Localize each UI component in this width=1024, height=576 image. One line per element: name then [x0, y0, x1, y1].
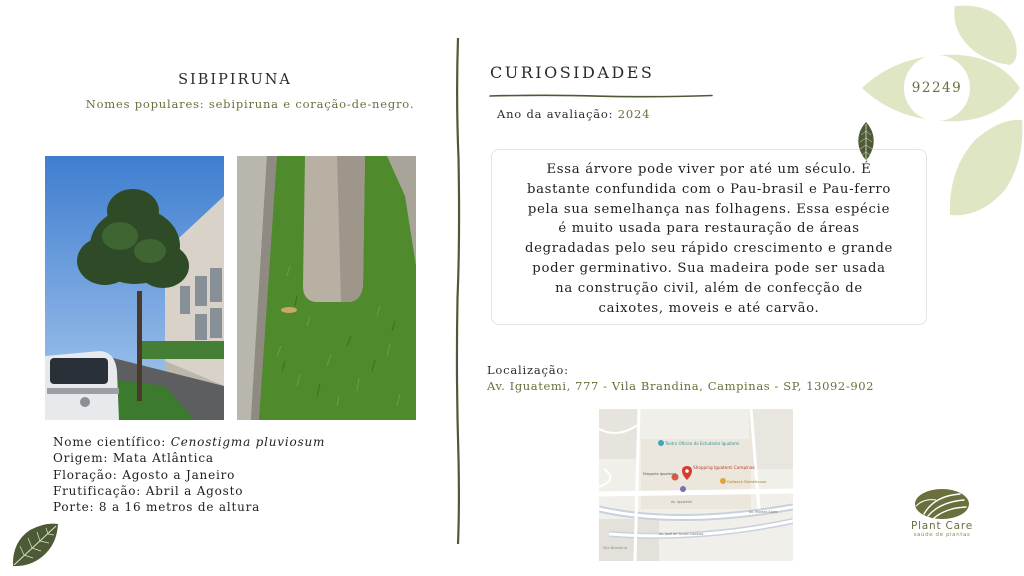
- curiosity-line: pela sua semelhança nas folhagens. Essa espécie: [527, 201, 891, 217]
- map-area-1: Vila Brandina: [603, 546, 627, 550]
- curiosity-line: Essa árvore pode viver por até um século. É: [546, 162, 872, 177]
- location-address: Av. Iguatemi, 777 - Vila Brandina, Campinas - SP, 13092-902: [487, 379, 875, 393]
- popular-names: Nomes populares: sebipiruna e coração-de-negro.: [85, 97, 415, 111]
- brand-name: Plant Care: [910, 520, 974, 532]
- fact-fruiting: Frutificação: Abril a Agosto: [53, 483, 244, 498]
- curiosity-line: bastante confundida com o Pau-brasil e Pau-ferro: [526, 181, 892, 197]
- tree-photo-trunk: [237, 156, 416, 420]
- fact-flowering: Floração: Agosto a Janeiro: [53, 467, 236, 482]
- curiosity-line: caixotes, moveis e até carvão.: [598, 300, 820, 316]
- scientific-name-value: Cenostigma pluviosum: [170, 435, 326, 449]
- map-road-2: Av. Moraes Sales: [749, 510, 778, 514]
- curiosity-line: é muito usada para restauração de áreas: [558, 221, 860, 237]
- map-road-3: Av. José de Souza Campos: [659, 532, 704, 536]
- leaf-corner-icon: [10, 522, 60, 572]
- curiosities-underline: [489, 84, 713, 103]
- brand-logo-icon: [914, 488, 970, 524]
- tree-code: 92249: [911, 80, 963, 96]
- location-label: Localização:: [487, 363, 569, 377]
- curiosity-line: degradadas pelo seu rápido crescimento e grande: [524, 241, 893, 257]
- evaluation-year: Ano da avaliação: 2024: [497, 107, 651, 121]
- fact-origin: Origem: Mata Atlântica: [53, 451, 214, 466]
- map-poi-1: Teatro Oficina do Estudante Iguatemi: [665, 441, 740, 446]
- leaves-decoration: [860, 0, 1024, 234]
- brand-tagline: saúde de plantas: [913, 532, 971, 538]
- column-divider: [452, 38, 464, 548]
- map-poi-3: Outback Steakhouse: [727, 479, 767, 484]
- curiosities-title: CURIOSIDADES: [490, 63, 655, 82]
- map-poi-4: Drogaria Iguatemi: [643, 472, 676, 476]
- fact-size: Porte: 8 a 16 metros de altura: [53, 500, 261, 515]
- species-title: SIBIPIRUNA: [178, 72, 292, 88]
- fact-scientific-name: Nome científico: Cenostigma pluviosum: [53, 435, 326, 449]
- map-road-1: Av. Iguatemi: [671, 500, 693, 504]
- map-poi-2: Shopping Iguatemi Campinas: [693, 465, 755, 470]
- species-facts: [53, 434, 423, 515]
- tree-photo-street: [45, 156, 224, 420]
- evaluation-year-value: 2024: [617, 107, 651, 121]
- location-map[interactable]: [599, 409, 793, 561]
- curiosity-line: poder germinativo. Sua madeira pode ser usada: [532, 260, 886, 276]
- curiosity-line: na construção civil, além de confecção de: [555, 280, 863, 296]
